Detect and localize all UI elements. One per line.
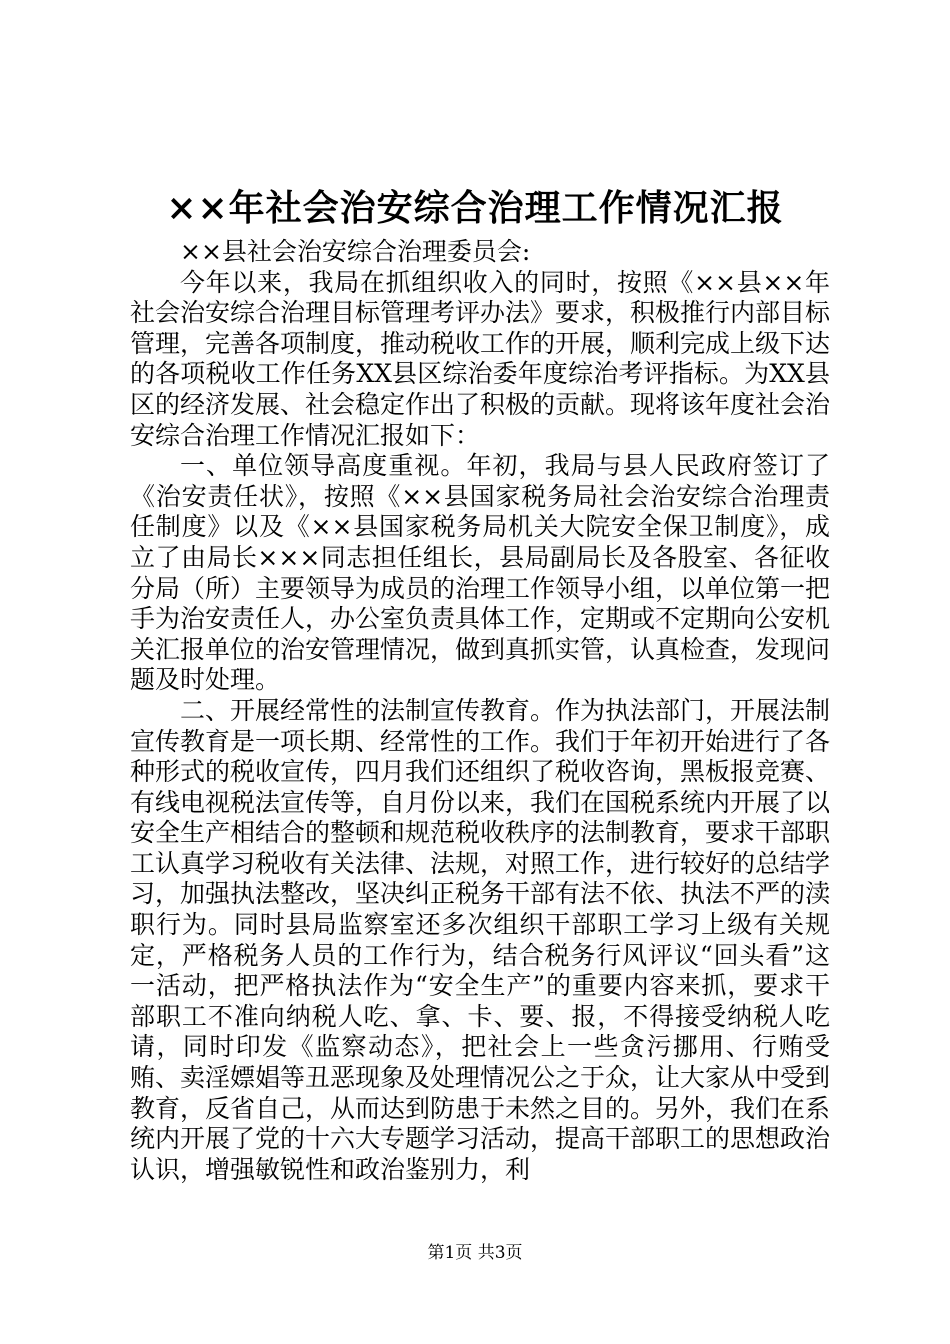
paragraph-section-2: 二、开展经常性的法制宣传教育。作为执法部门，开展法制宣传教育是一项长期、经常性的工作。我们于年初开始进行了各种形式的税收宣传，四月我们还组织了税收咨询，黑板报竞赛、有线电视税法宣传等，自月份以来，我们在国税系统内开展了以安全生产相结合的整顿和规范税收秩序的法制教育，要求干部职工认真学习税收有关法律、法规，对照工作，进行较好的总结学习，加强执法整改，坚决纠正税务干部有法不依、执法不严的渎职行为。同时县局监察室还多次组织干部职工学习上级有关规定，严格税务人员的工作行为，结合税务行风评议“回头看”这一活动，把严格执法作为“安全生产”的重要内容来抓，要求干部职工不准向纳税人吃、拿、卡、要、报，不得接受纳税人吃请，同时印发《监察动态》，把社会上一些贪污挪用、行贿受贿、卖淫嫖娼等丑恶现象及处理情况公之于众，让大家从中受到教育，反省自己，从而达到防患于未然之目的。另外，我们在系统内开展了党的十六大专题学习活动，提高干部职工的思想政治认识，增强敏锐性和政治鉴别力，利 [130,695,831,1184]
paragraph-intro: 今年以来，我局在抓组织收入的同时，按照《××县××年社会治安综合治理目标管理考评办法》要求，积极推行内部目标管理，完善各项制度，推动税收工作的开展，顺利完成上级下达的各项税收工作任务XX县区综治委年度综治考评指标。为XX县区的经济发展、社会稳定作出了积极的贡献。现将该年度社会治安综合治理工作情况汇报如下： [130,267,831,450]
salutation: ××县社会治安综合治理委员会: [180,237,531,266]
page-footer: 第1页 共3页 [427,1243,523,1263]
document-body [130,237,830,1185]
document-title: ××年社会治安综合治理工作情况汇报 [166,187,784,229]
paragraph-section-1: 一、单位领导高度重视。年初，我局与县人民政府签订了《治安责任状》，按照《××县国家税务局社会治安综合治理责任制度》以及《××县国家税务局机关大院安全保卫制度》，成立了由局长×××同志担任组长，县局副局长及各股室、各征收分局（所）主要领导为成员的治理工作领导小组，以单位第一把手为治安责任人，办公室负责具体工作，定期或不定期向公安机关汇报单位的治安管理情况，做到真抓实管，认真检查，发现问题及时处理。 [130,451,831,695]
